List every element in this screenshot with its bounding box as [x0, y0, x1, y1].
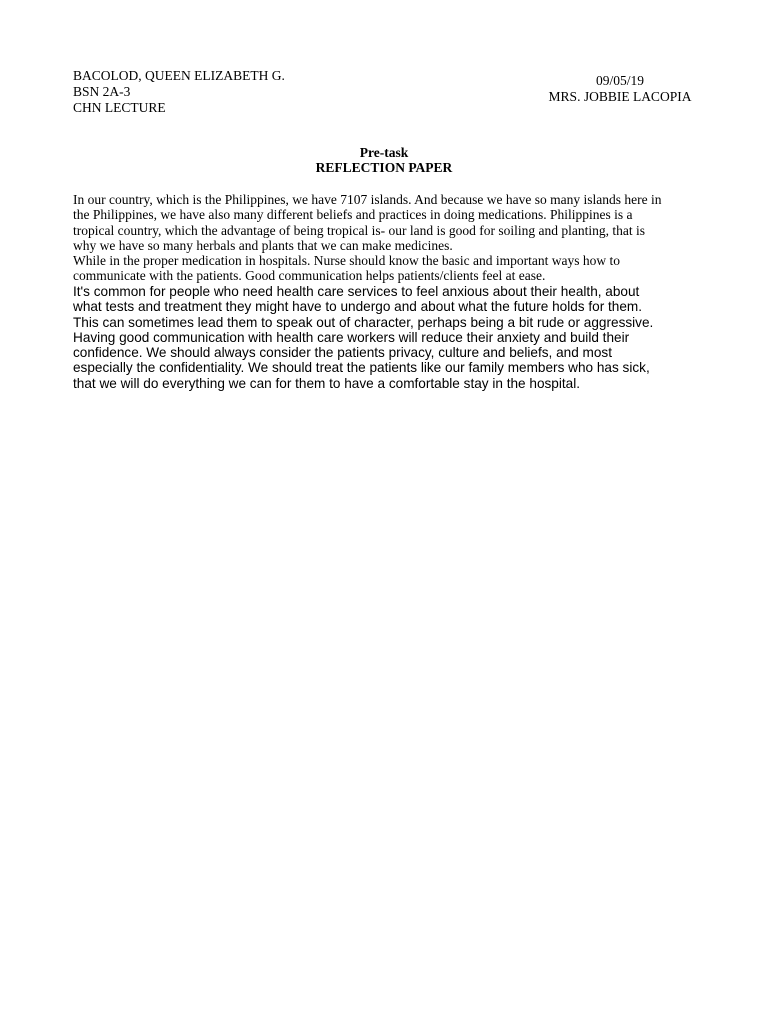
student-info-block	[73, 68, 285, 116]
body-line: that we will do everything we can for them to have a comfortable stay in the hospital.	[73, 375, 581, 391]
body-line: Having good communication with health care workers will reduce their anxiety and build their	[73, 329, 630, 345]
document-title: REFLECTION PAPER	[315, 160, 453, 175]
body-line: confidence. We should always consider the patients privacy, culture and beliefs, and most	[73, 345, 613, 361]
document-date: 09/05/19	[595, 73, 644, 88]
body-line: what tests and treatment they might have to undergo and about what the future holds for them.	[73, 299, 643, 315]
pretask-label: Pre-task	[359, 145, 409, 160]
student-name: BACOLOD, QUEEN ELIZABETH G.	[73, 68, 285, 83]
instructor-name: MRS. JOBBIE LACOPIA	[548, 89, 692, 104]
body-paragraph-serif	[73, 192, 703, 284]
body-line: the Philippines, we have also many different beliefs and practices in doing medications. Philippines is a	[73, 207, 633, 223]
body-line: especially the confidentiality. We should treat the patients like our family members who has sick,	[73, 360, 650, 376]
student-section: BSN 2A-3	[73, 84, 131, 99]
body-line: tropical country, which the advantage of being tropical is- our land is good for soiling and planting, that is	[73, 222, 645, 238]
course-name: CHN LECTURE	[73, 100, 166, 115]
body-paragraph-sans	[73, 284, 703, 391]
title-block	[0, 145, 768, 175]
body-line: This can sometimes lead them to speak out of character, perhaps being a bit rude or aggressive.	[73, 314, 654, 330]
body-line: In our country, which is the Philippines, we have 7107 islands. And because we have so many islands here in	[73, 192, 662, 207]
date-instructor-block	[520, 73, 720, 105]
body-line: why we have so many herbals and plants that we can make medicines.	[73, 237, 453, 253]
body-line: It's common for people who need health care services to feel anxious about their health, about	[73, 284, 640, 299]
body-line: communicate with the patients. Good communication helps patients/clients feel at ease.	[73, 268, 546, 284]
body-line: While in the proper medication in hospitals. Nurse should know the basic and important ways how to	[73, 253, 621, 269]
